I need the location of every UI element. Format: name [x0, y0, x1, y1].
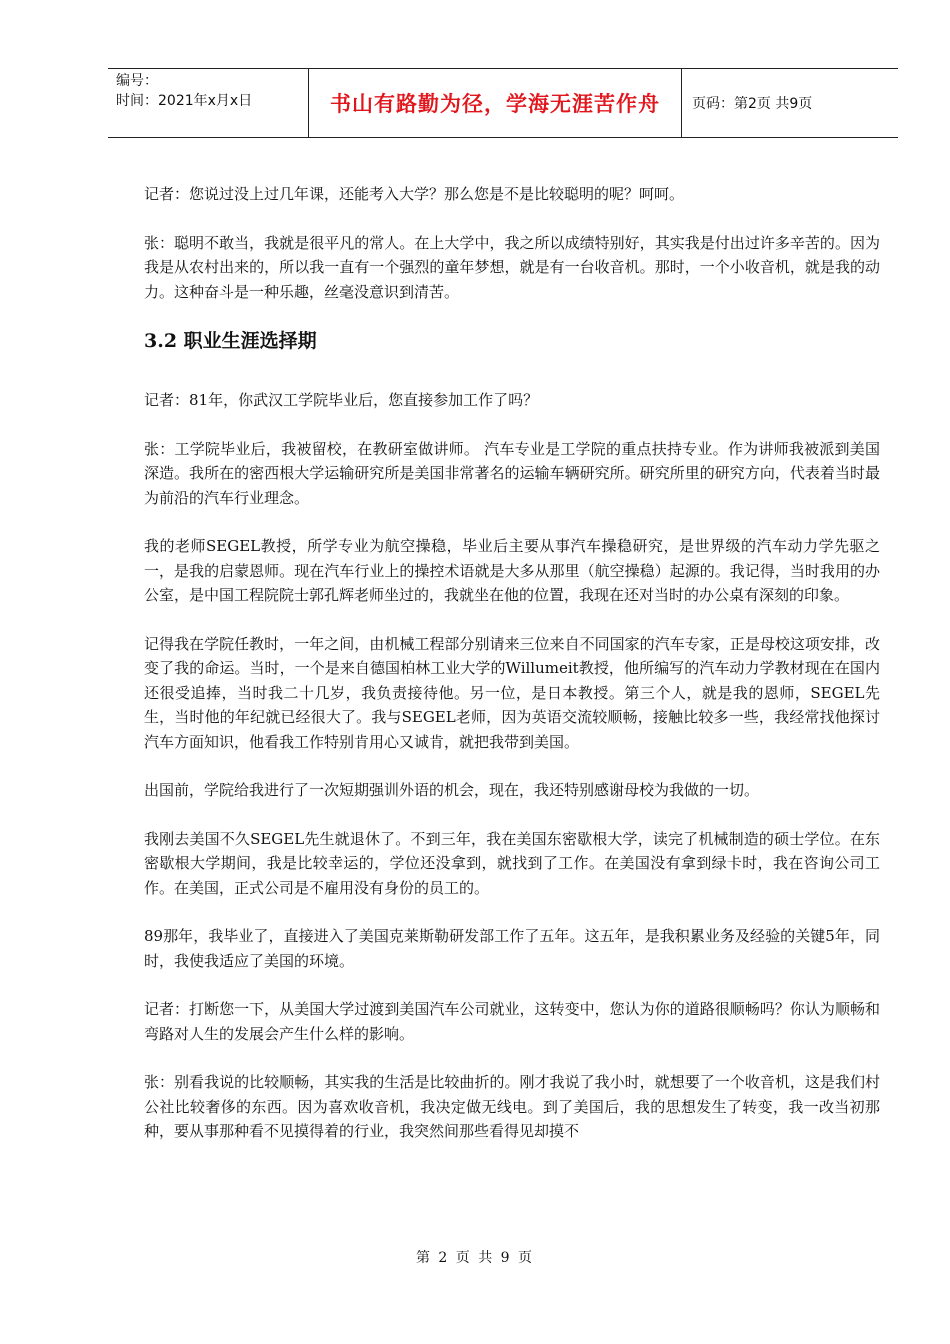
paragraph: 张：工学院毕业后，我被留校，在教研室做讲师。 汽车专业是工学院的重点扶持专业。作为讲师我被派到美国深造。我所在的密西根大学运输研究所是美国非常著名的运输车辆研究所。研究所里的研究方向，代表着当时最为前沿的汽车行业理念。 — [144, 439, 880, 507]
document-header — [108, 68, 898, 138]
paragraph: 记得我在学院任教时，一年之间，由机械工程部分别请来三位来自不同国家的汽车专家，正是母校这项安排，改变了我的命运。当时，一个是来自德国柏林工业大学的Willumeit教授，他所编写的汽车动力学教材现在在国内还很受追捧，当时我二十几岁，我负责接待他。另一位，是日本教授。第三个人，就是我的恩师，SEGEL先生，当时他的年纪就已经很大了。我与SEGEL老师，因为英语交流较顺畅，接触比较多一些，我经常找他探讨汽车方面知识，他看我工作特别肯用心又诚肯，就把我带到美国。 — [144, 634, 880, 751]
paragraph: 我的老师SEGEL教授，所学专业为航空操稳，毕业后主要从事汽车操稳研究，是世界级的汽车动力学先驱之一，是我的启蒙恩师。现在汽车行业上的操控术语就是大多从那里（航空操稳）起源的。我记得，当时我用的办公室，是中国工程院院士郭孔辉老师坐过的，我就坐在他的位置，我现在还对当时的办公桌有深刻的印象。 — [144, 537, 880, 604]
paragraph: 出国前，学院给我进行了一次短期强训外语的机会，现在，我还特别感谢母校为我做的一切。 — [144, 781, 760, 799]
paragraph: 89那年，我毕业了，直接进入了美国克莱斯勒研发部工作了五年。这五年，是我积累业务及经验的关键5年，同时，我使我适应了美国的环境。 — [144, 927, 880, 970]
page-footer: 第 2 页 共 9 页 — [415, 1250, 535, 1266]
header-motto-cell — [308, 69, 682, 137]
paragraph: 张：聪明不敢当，我就是很平凡的常人。在上大学中，我之所以成绩特别好，其实我是付出过许多辛苦的。因为我是从农村出来的，所以我一直有一个强烈的童年梦想，就是有一台收音机。那时，一个小收音机，就是我的动力。这种奋斗是一种乐趣，丝毫没意识到清苦。 — [144, 233, 880, 301]
paragraph: 记者：您说过没上过几年课，还能考入大学？那么您是不是比较聪明的呢？呵呵。 — [144, 185, 685, 203]
motto-text: 书山有路勤为径，学海无涯苦作舟 — [330, 92, 660, 116]
page-number-label: 页码：第2页 共9页 — [692, 96, 813, 112]
number-label: 编号： — [116, 73, 158, 89]
header-page-cell — [682, 69, 898, 137]
header-info-cell — [108, 69, 308, 137]
document-body — [144, 182, 880, 1168]
paragraph: 我刚去美国不久SEGEL先生就退休了。不到三年，我在美国东密歇根大学，读完了机械制造的硕士学位。在东密歇根大学期间，我是比较幸运的，学位还没拿到，就找到了工作。在美国没有拿到绿卡时，我在咨询公司工作。在美国，正式公司是不雇用没有身份的员工的。 — [144, 829, 880, 897]
section-heading: 3.2 职业生涯选择期 — [144, 330, 317, 352]
time-label: 时间：2021年x月x日 — [116, 93, 253, 109]
paragraph: 张：别看我说的比较顺畅，其实我的生活是比较曲折的。刚才我说了我小时，就想要了一个收音机，这是我们村公社比较奢侈的东西。因为喜欢收音机，我决定做无线电。到了美国后，我的思想发生了转变，我一改当初那种，要从事那种看不见摸得着的行业，我突然间那些看得见却摸不 — [144, 1073, 880, 1140]
paragraph: 记者：打断您一下，从美国大学过渡到美国汽车公司就业，这转变中，您认为你的道路很顺畅吗？你认为顺畅和弯路对人生的发展会产生什么样的影响。 — [144, 1000, 880, 1043]
paragraph: 记者：81年，你武汉工学院毕业后，您直接参加工作了吗？ — [144, 391, 539, 409]
